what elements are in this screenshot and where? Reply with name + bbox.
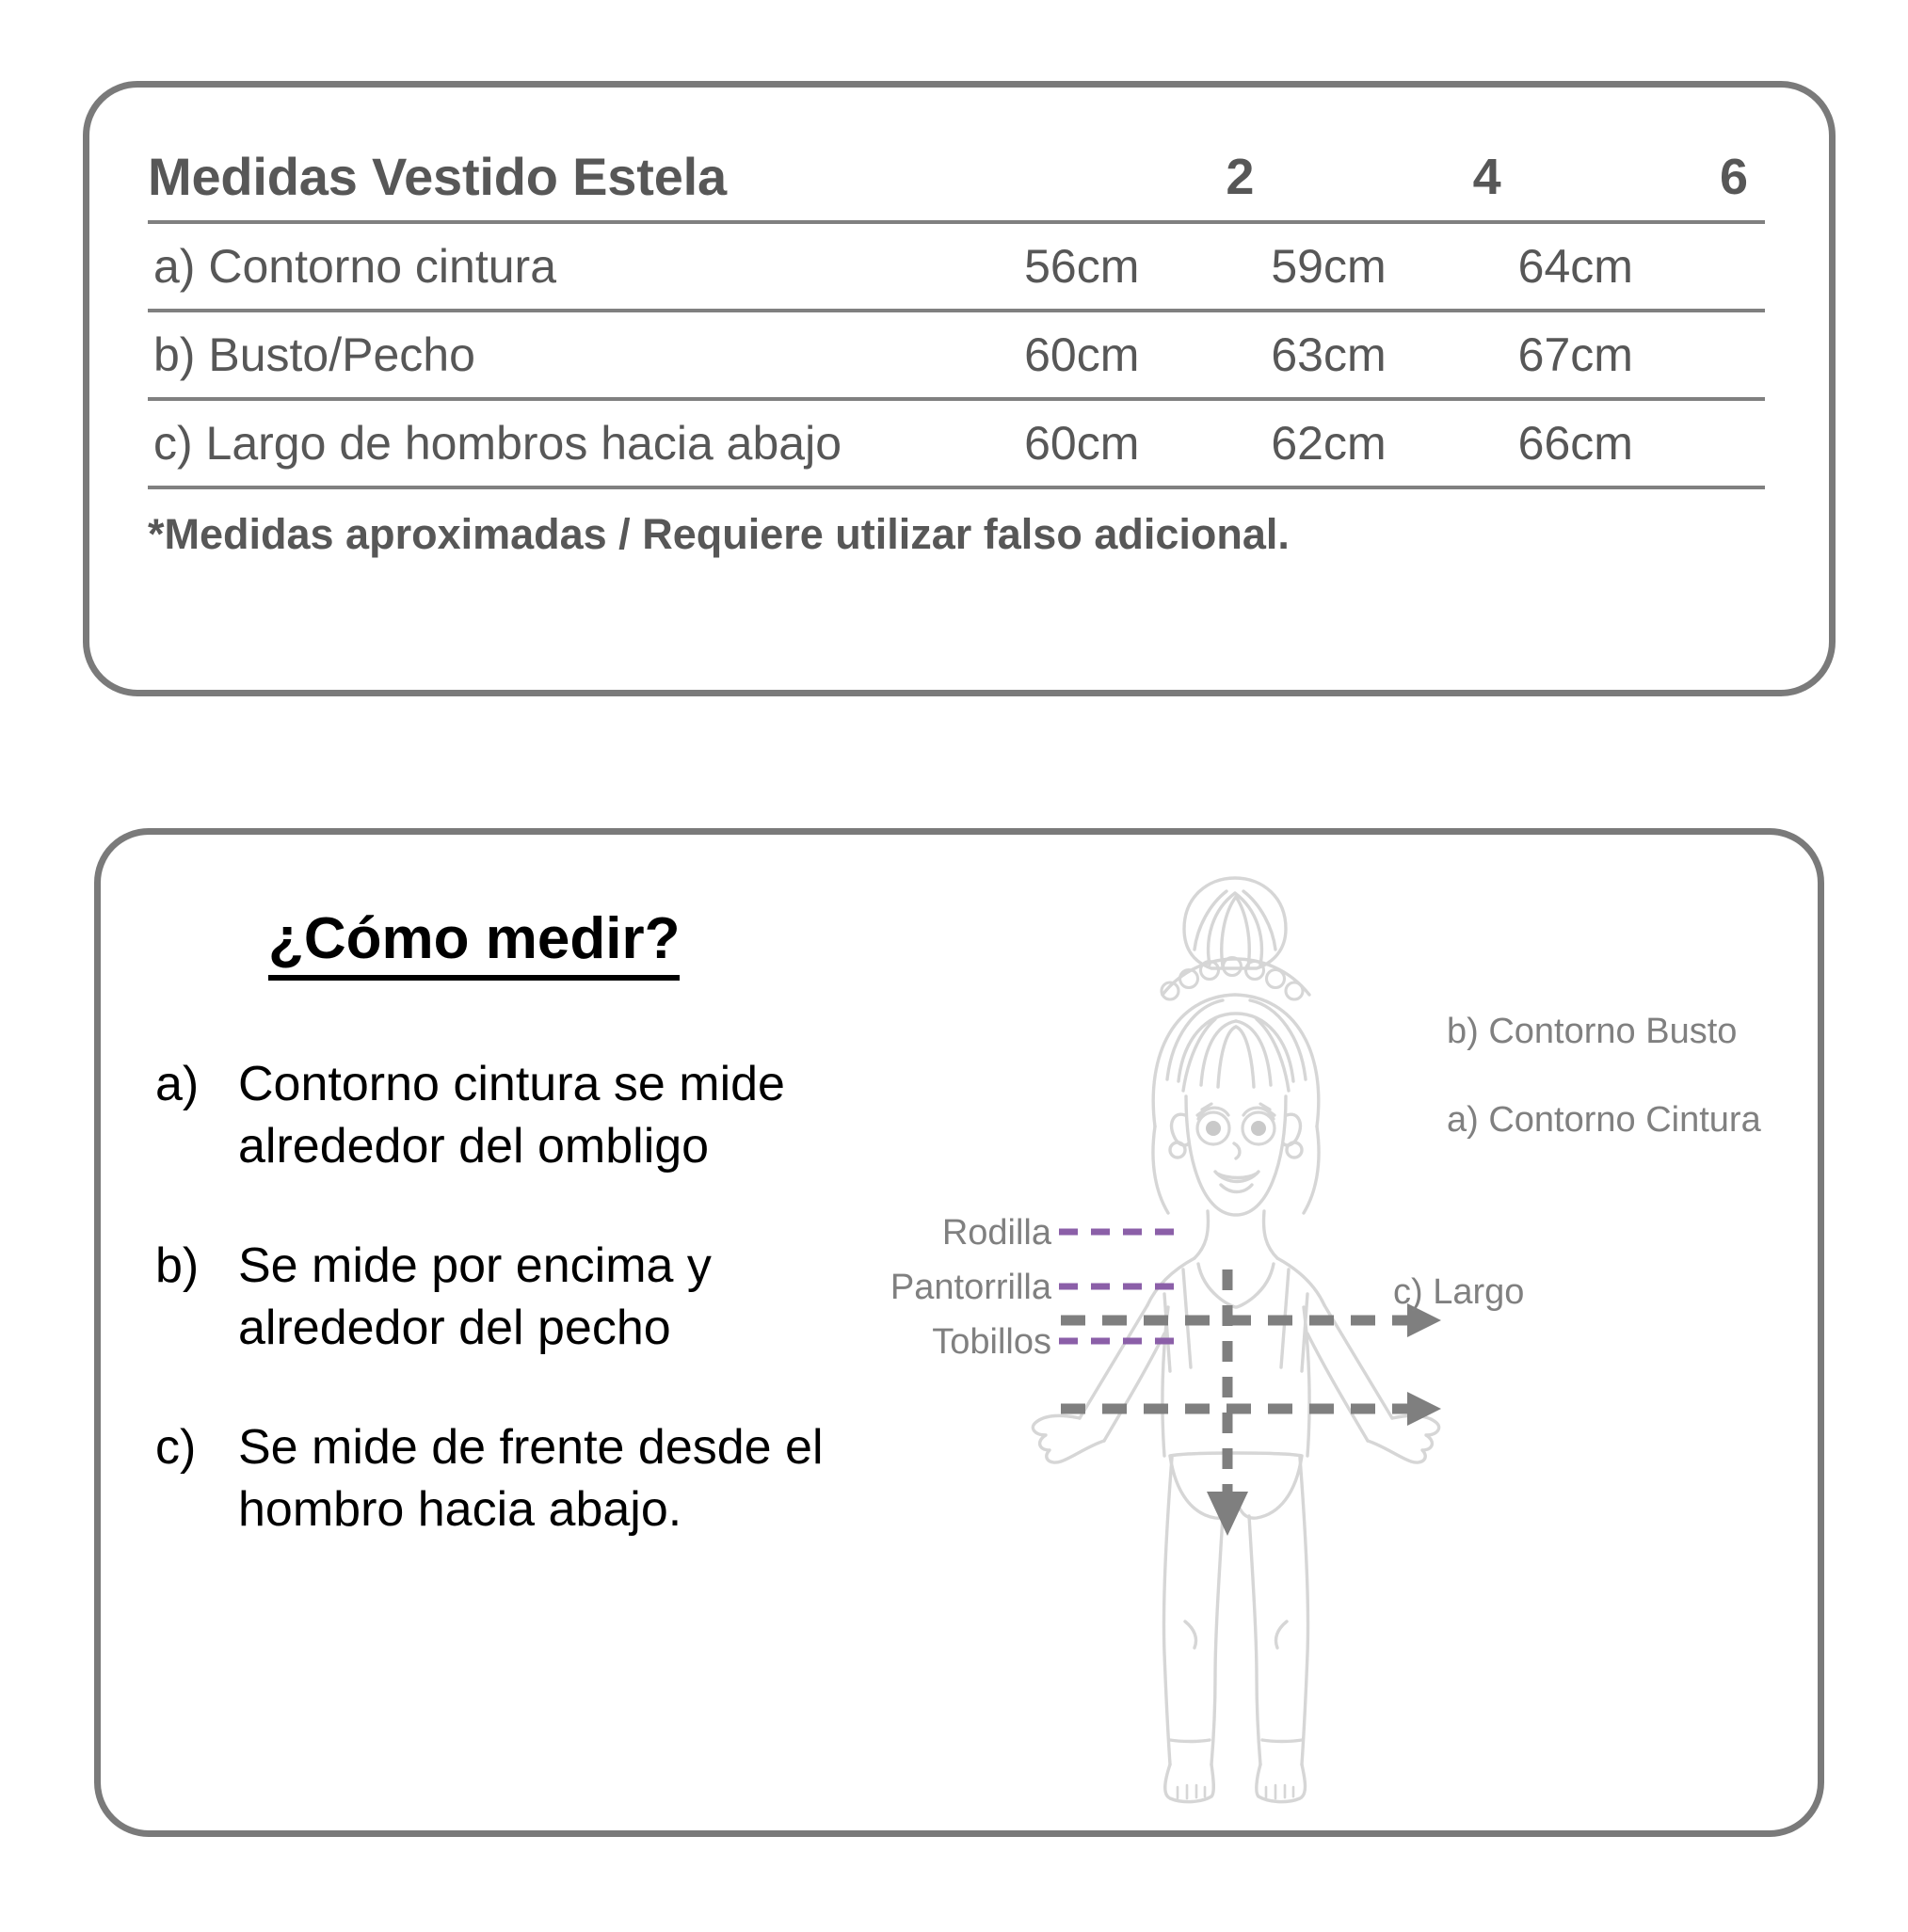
annotation-bust: b) Contorno Busto (1447, 1012, 1738, 1051)
measure-b-size-6: 67cm (1518, 311, 1765, 399)
instruction-text-a: Contorno cintura se mide alrededor del ombligo (238, 1057, 785, 1174)
size-table (148, 146, 1765, 559)
size-table-footnote: *Medidas aproximadas / Requiere utilizar falso adicional. (148, 510, 1290, 558)
measure-c-size-4: 62cm (1271, 399, 1517, 487)
waist-arrow-head (1407, 1392, 1441, 1426)
measure-a-size-4: 59cm (1271, 222, 1517, 311)
size-chart-panel (83, 81, 1836, 696)
annotation-waist: a) Contorno Cintura (1447, 1100, 1761, 1140)
how-to-measure-instructions (155, 863, 908, 1599)
measure-a-size-2: 56cm (1024, 222, 1271, 311)
table-header-row (148, 146, 1765, 222)
annotation-length: c) Largo (1393, 1272, 1525, 1312)
leg-label-knee: Rodilla (941, 1213, 1051, 1253)
measure-label-b: b) Busto/Pecho (148, 311, 1024, 399)
list-item (155, 1417, 908, 1541)
measure-c-size-6: 66cm (1518, 399, 1765, 487)
table-footnote-row (148, 487, 1765, 559)
length-arrow-head (1207, 1492, 1248, 1536)
instruction-marker-b: b) (155, 1238, 200, 1294)
table-row (148, 399, 1765, 487)
instruction-text-b: Se mide por encima y alrededor del pecho (238, 1238, 712, 1355)
instruction-marker-c: c) (155, 1420, 197, 1476)
table-row (148, 311, 1765, 399)
measure-c-size-2: 60cm (1024, 399, 1271, 487)
table-row (148, 222, 1765, 311)
measure-a-size-6: 64cm (1518, 222, 1765, 311)
how-to-measure-panel (94, 828, 1824, 1837)
how-to-measure-title: ¿Cómo medir? (268, 908, 680, 981)
leg-label-ankles: Tobillos (932, 1322, 1051, 1362)
instruction-marker-a: a) (155, 1057, 200, 1112)
leg-label-calf: Pantorrilla (890, 1268, 1051, 1307)
list-item (155, 1054, 908, 1177)
measure-label-c: c) Largo de hombros hacia abajo (148, 399, 1024, 487)
measure-b-size-4: 63cm (1271, 311, 1517, 399)
instruction-text-c: Se mide de frente desde el hombro hacia abajo. (238, 1420, 824, 1537)
size-header-6: 6 (1518, 146, 1765, 222)
measurement-diagram (891, 844, 1795, 1823)
measure-label-a: a) Contorno cintura (148, 222, 1024, 311)
size-header-4: 4 (1271, 146, 1517, 222)
size-header-2: 2 (1024, 146, 1271, 222)
size-table-title: Medidas Vestido Estela (148, 146, 1024, 222)
measure-b-size-2: 60cm (1024, 311, 1271, 399)
